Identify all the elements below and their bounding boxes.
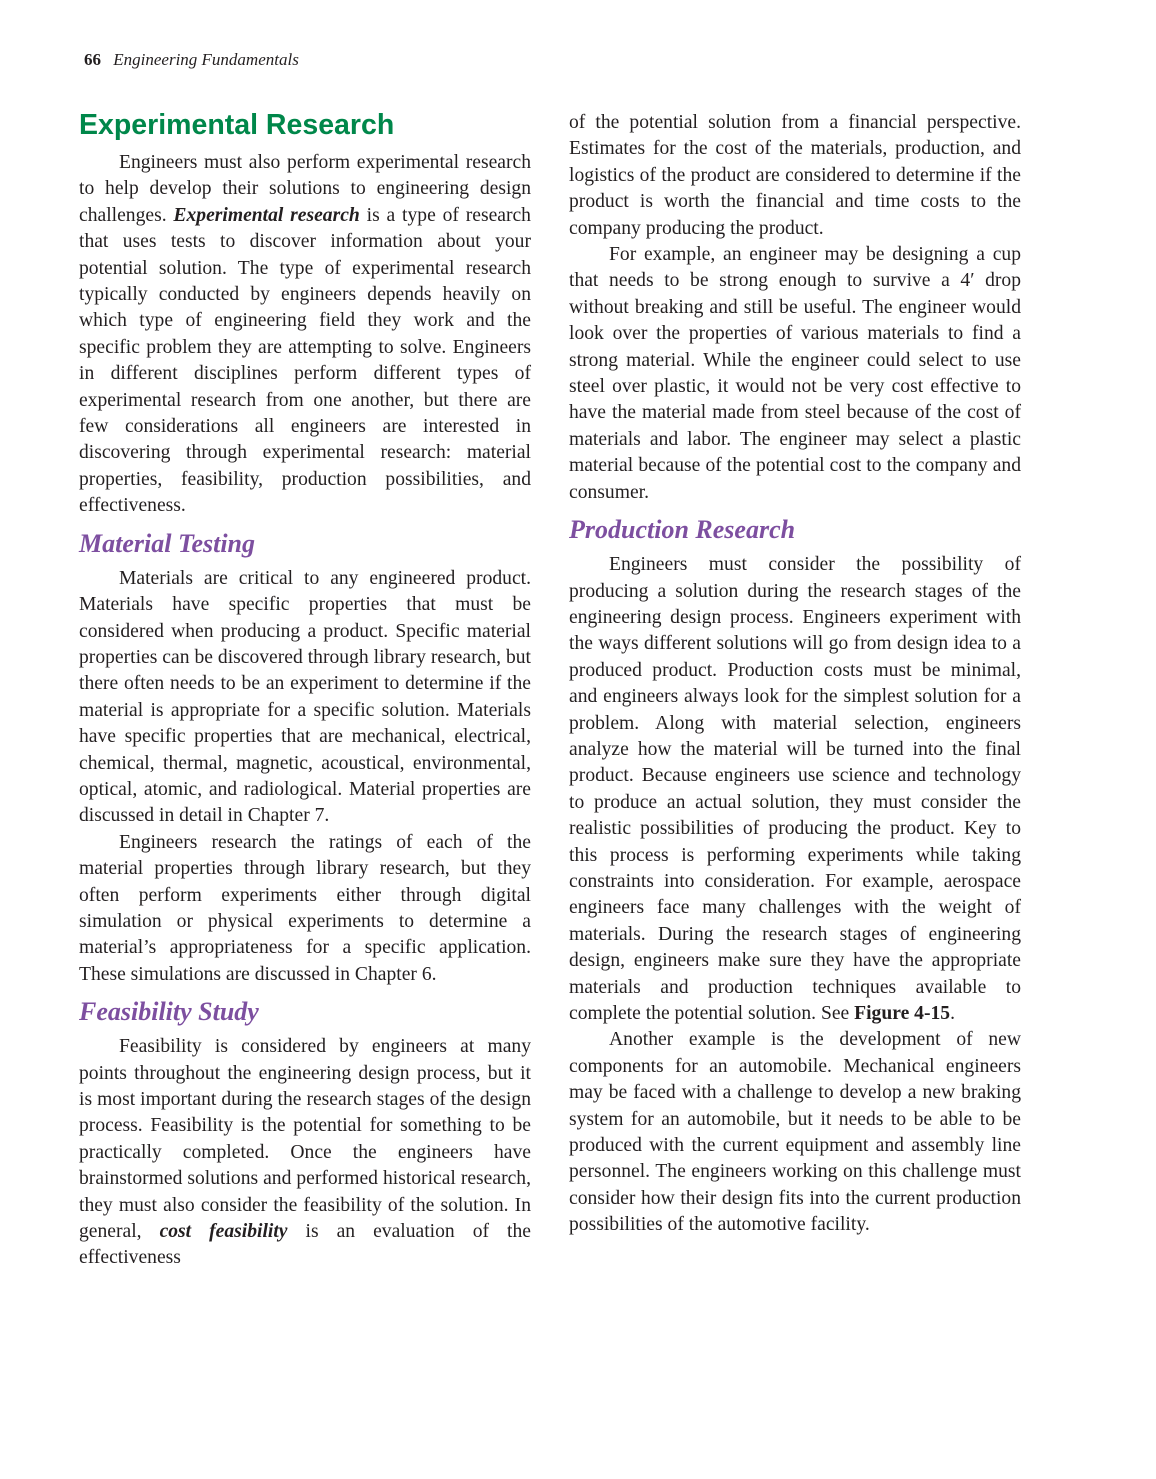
- left-column: [79, 108, 531, 1272]
- material-testing-paragraph: Materials are critical to any engineered product. Materials have specific properties that must be considered when producing a product. Specific material properties can be discovered through library research, but there often needs to be an experiment to determine if the material is appropriate for a specific solution. Materials have specific properties that are mechanical, electrical, chemical, thermal, magnetic, acoustical, environmental, optical, atomic, and radiological. Material properties are discussed in detail in Chapter 7.: [79, 567, 531, 827]
- feasibility-paragraph: [79, 1034, 531, 1272]
- continuation-paragraph: of the potential solution from a financial perspective. Estimates for the cost of the materials, production, and logistics of the product are considered to determine if the product is worth the financial and time costs to the company producing the product.: [569, 112, 1021, 239]
- intro-text-a: Engineers must also perform experimental research to help develop their solutions to engineering design challenges.: [79, 152, 531, 226]
- automobile-example-paragraph: Another example is the development of new components for an automobile. Mechanical engineers may be faced with a challenge to develop a new braking system for an automobile, but it needs to be able to be produced with the current equipment and assembly line personnel. The engineers working on this challenge must consider how their design fits into the current production possibilities of the automotive facility.: [569, 1029, 1021, 1236]
- material-testing-paragraph: Engineers research the ratings of each of the material properties through library research, but they often perform experiments either through digital simulation or physical experiments to determine a material’s appropriateness for a specific application. These simulations are discussed in Chapter 6.: [79, 831, 531, 985]
- production-text-a: Engineers must consider the possibility of producing a solution during the research stages of the engineering design process. Engineers experiment with the ways different solutions will go from design idea to a produced product. Production costs must be minimal, and engineers always look for the simplest solution for a problem. Along with material selection, engineers analyze how the material will be turned into the final product. Because engineers use science and technology to produce an actual solution, they must consider the realistic possibilities of producing the product. Key to this process is performing experiments while taking constraints into consideration. For example, aerospace engineers face many challenges with the weight of materials. During the research stages of engineering design, engineers make sure they have the appropriate materials and production techniques available to complete the potential solution. See: [569, 554, 1021, 1024]
- production-paragraph: [569, 552, 1021, 1027]
- section-title: Experimental Research: [79, 109, 395, 141]
- key-term-cost-feasibility: cost feasibility: [159, 1221, 288, 1243]
- figure-reference[interactable]: Figure 4-15: [854, 1003, 951, 1024]
- subheading-material-testing: Material Testing: [79, 528, 256, 558]
- intro-paragraph: [79, 150, 531, 520]
- key-term-experimental-research: Experimental research: [173, 204, 360, 226]
- cup-example-paragraph: For example, an engineer may be designing a cup that needs to be strong enough to survive a 4′ drop without breaking and still be useful. The engineer would look over the properties of various materials to find a strong material. While the engineer could select to use steel over plastic, it would not be very cost effective to have the material made from steel because of the cost of materials and labor. The engineer may select a plastic material because of the potential cost to the company and consumer.: [569, 244, 1021, 503]
- right-column: [569, 110, 1021, 1239]
- subheading-feasibility-study: Feasibility Study: [79, 997, 259, 1027]
- subheading-production-research: Production Research: [569, 515, 796, 545]
- page-number: 66: [84, 50, 101, 69]
- feasibility-text-b: is an evaluation of the effectiveness: [79, 1221, 531, 1269]
- production-text-b: .: [950, 1003, 956, 1024]
- intro-text-b: is a type of research that uses tests to discover information about your potential solution. The type of experimental research typically conducted by engineers depends heavily on which type of engineering field they work and the specific problem they are attempting to solve. Engineers in different disciplines perform different types of experimental research from one another, but there are few considerations all engineers are interested in discovering through experimental research: material properties, feasibility, production possibilities, and effectiveness.: [79, 204, 531, 517]
- running-head: [84, 50, 299, 70]
- feasibility-text-a: Feasibility is considered by engineers at many points throughout the engineering design process, but it is most important during the research stages of the design process. Feasibility is the potential for something to be practically completed. Once the engineers have brainstormed solutions and performed historical research, they must also consider the feasibility of the solution. In general,: [79, 1036, 531, 1243]
- book-title: Engineering Fundamentals: [113, 50, 299, 69]
